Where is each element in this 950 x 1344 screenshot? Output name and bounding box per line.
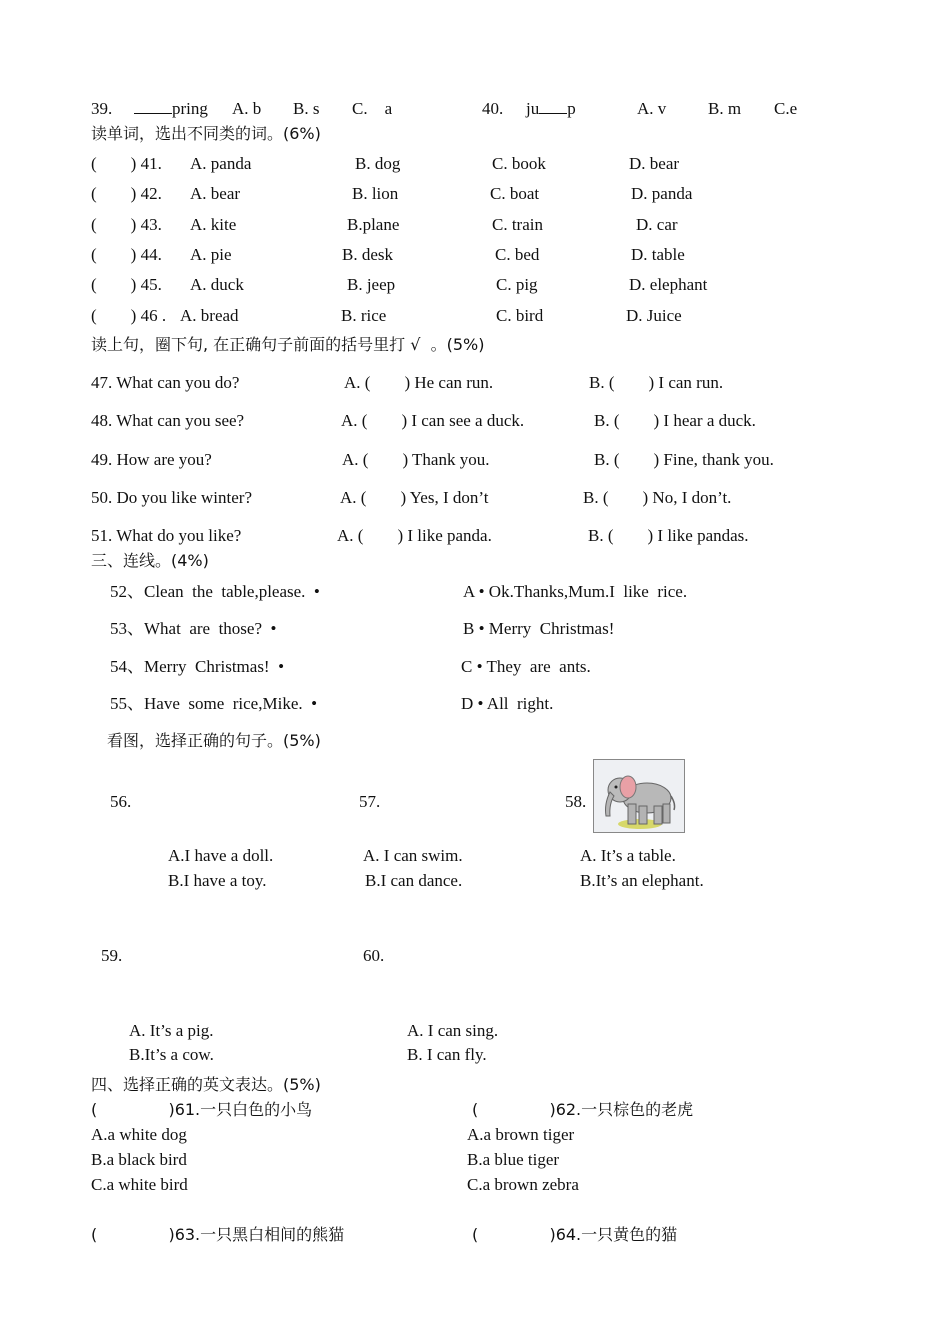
reply-option-a[interactable]: A. ( ) Yes, I don’t bbox=[340, 488, 489, 507]
q40-word-suffix: p bbox=[567, 99, 576, 118]
picture-question-number: 60. bbox=[363, 946, 385, 965]
expression-question[interactable]: ( )64.一只黄色的猫 bbox=[472, 1225, 678, 1244]
odd-option-a: A. panda bbox=[190, 154, 252, 173]
picture-option-a: A. It’s a table. bbox=[580, 846, 676, 865]
odd-option-c: C. book bbox=[492, 154, 546, 173]
match-left-item[interactable]: 53、What are those? • bbox=[110, 619, 277, 638]
expression-option-a: A.a brown tiger bbox=[467, 1125, 575, 1144]
match-right-item[interactable]: C • They are ants. bbox=[461, 657, 591, 676]
odd-option-d: D. bear bbox=[629, 154, 680, 173]
odd-option-d: D. elephant bbox=[629, 275, 708, 294]
picture-option-b: B.It’s a cow. bbox=[129, 1045, 214, 1064]
expression-option-b: B.a blue tiger bbox=[467, 1150, 560, 1169]
q40-word bbox=[526, 99, 576, 119]
odd-option-c: C. bed bbox=[495, 245, 540, 264]
odd-number[interactable]: ( ) 41. bbox=[91, 154, 162, 173]
expression-question[interactable]: ( )63.一只黑白相间的熊猫 bbox=[91, 1225, 345, 1244]
match-right-item[interactable]: D • All right. bbox=[461, 694, 554, 713]
q39-word-suffix: pring bbox=[172, 99, 208, 118]
reply-question: 50. Do you like winter? bbox=[91, 488, 252, 507]
q39-number: 39. bbox=[91, 99, 113, 118]
expression-option-c: C.a brown zebra bbox=[467, 1175, 579, 1194]
odd-option-a: A. pie bbox=[190, 245, 232, 264]
expression-option-c: C.a white bird bbox=[91, 1175, 188, 1194]
odd-option-b: B. lion bbox=[352, 184, 399, 203]
section-reply-heading: 读上句，圈下句, 在正确句子前面的括号里打 √ 。(5%) bbox=[91, 335, 485, 354]
expression-option-a: A.a white dog bbox=[91, 1125, 187, 1144]
q39-option-b: B. s bbox=[293, 99, 320, 118]
q40-word-prefix: ju bbox=[526, 99, 540, 118]
picture-option-a: A.I have a doll. bbox=[168, 846, 274, 865]
q39-option-c: C. a bbox=[352, 99, 393, 118]
reply-option-a[interactable]: A. ( ) He can run. bbox=[344, 373, 494, 392]
picture-option-a: A. I can swim. bbox=[363, 846, 463, 865]
odd-option-b: B. dog bbox=[355, 154, 401, 173]
reply-option-b[interactable]: B. ( ) No, I don’t. bbox=[583, 488, 732, 507]
picture-option-a: A. I can sing. bbox=[407, 1021, 499, 1040]
match-right-item[interactable]: B • Merry Christmas! bbox=[463, 619, 615, 638]
match-left-item[interactable]: 52、Clean the table,please. • bbox=[110, 582, 320, 601]
odd-option-d: D. Juice bbox=[626, 306, 682, 325]
reply-option-a[interactable]: A. ( ) Thank you. bbox=[342, 450, 490, 469]
picture-option-b: B. I can fly. bbox=[407, 1045, 487, 1064]
elephant-illustration bbox=[593, 759, 685, 833]
picture-question-number: 57. bbox=[359, 792, 381, 811]
reply-option-a[interactable]: A. ( ) I like panda. bbox=[337, 526, 492, 545]
reply-question: 49. How are you? bbox=[91, 450, 212, 469]
expression-question[interactable]: ( )61.一只白色的小鸟 bbox=[91, 1100, 313, 1119]
match-left-item[interactable]: 54、Merry Christmas! • bbox=[110, 657, 285, 676]
odd-option-d: D. panda bbox=[631, 184, 693, 203]
picture-option-b: B.I can dance. bbox=[365, 871, 463, 890]
expression-question[interactable]: ( )62.一只棕色的老虎 bbox=[472, 1100, 694, 1119]
picture-question-number: 56. bbox=[110, 792, 132, 811]
reply-question: 48. What can you see? bbox=[91, 411, 245, 430]
odd-number[interactable]: ( ) 43. bbox=[91, 215, 162, 234]
odd-number[interactable]: ( ) 42. bbox=[91, 184, 162, 203]
picture-option-b: B.It’s an elephant. bbox=[580, 871, 704, 890]
section-odd-heading: 读单词，选出不同类的词。(6%) bbox=[91, 124, 321, 143]
picture-option-a: A. It’s a pig. bbox=[129, 1021, 214, 1040]
odd-option-a: A. bread bbox=[180, 306, 239, 325]
odd-option-c: C. train bbox=[492, 215, 543, 234]
reply-option-b[interactable]: B. ( ) I can run. bbox=[589, 373, 724, 392]
section-picture-heading: 看图，选择正确的句子。(5%) bbox=[107, 731, 321, 750]
q40-option-c: C.e bbox=[774, 99, 798, 118]
odd-option-a: A. bear bbox=[190, 184, 241, 203]
odd-option-c: C. boat bbox=[490, 184, 540, 203]
odd-option-c: C. bird bbox=[496, 306, 544, 325]
odd-number[interactable]: ( ) 45. bbox=[91, 275, 162, 294]
odd-option-b: B. desk bbox=[342, 245, 393, 264]
q40-number: 40. bbox=[482, 99, 504, 118]
odd-number[interactable]: ( ) 44. bbox=[91, 245, 162, 264]
picture-question-number: 58. bbox=[565, 792, 587, 811]
odd-number[interactable]: ( ) 46 . bbox=[91, 306, 167, 325]
picture-option-b: B.I have a toy. bbox=[168, 871, 267, 890]
q40-option-b: B. m bbox=[708, 99, 742, 118]
reply-option-a[interactable]: A. ( ) I can see a duck. bbox=[341, 411, 525, 430]
odd-option-b: B. jeep bbox=[347, 275, 396, 294]
reply-option-b[interactable]: B. ( ) I hear a duck. bbox=[594, 411, 756, 430]
odd-option-c: C. pig bbox=[496, 275, 538, 294]
section-match-heading: 三、连线。(4%) bbox=[91, 551, 209, 570]
q39-option-a: A. b bbox=[232, 99, 262, 118]
match-right-item[interactable]: A • Ok.Thanks,Mum.I like rice. bbox=[463, 582, 688, 601]
reply-question: 51. What do you like? bbox=[91, 526, 242, 545]
odd-option-d: D. table bbox=[631, 245, 685, 264]
q40-blank[interactable] bbox=[539, 99, 567, 114]
odd-option-a: A. kite bbox=[190, 215, 237, 234]
odd-option-b: B. rice bbox=[341, 306, 387, 325]
odd-option-a: A. duck bbox=[190, 275, 244, 294]
expression-option-b: B.a black bird bbox=[91, 1150, 187, 1169]
odd-option-d: D. car bbox=[636, 215, 678, 234]
q40-option-a: A. v bbox=[637, 99, 667, 118]
reply-option-b[interactable]: B. ( ) I like pandas. bbox=[588, 526, 749, 545]
q39-word bbox=[134, 99, 208, 119]
reply-option-b[interactable]: B. ( ) Fine, thank you. bbox=[594, 450, 774, 469]
q39-blank[interactable] bbox=[134, 99, 172, 114]
picture-question-number: 59. bbox=[101, 946, 123, 965]
section-expression-heading: 四、选择正确的英文表达。(5%) bbox=[91, 1075, 321, 1094]
reply-question: 47. What can you do? bbox=[91, 373, 240, 392]
odd-option-b: B.plane bbox=[347, 215, 400, 234]
match-left-item[interactable]: 55、Have some rice,Mike. • bbox=[110, 694, 318, 713]
